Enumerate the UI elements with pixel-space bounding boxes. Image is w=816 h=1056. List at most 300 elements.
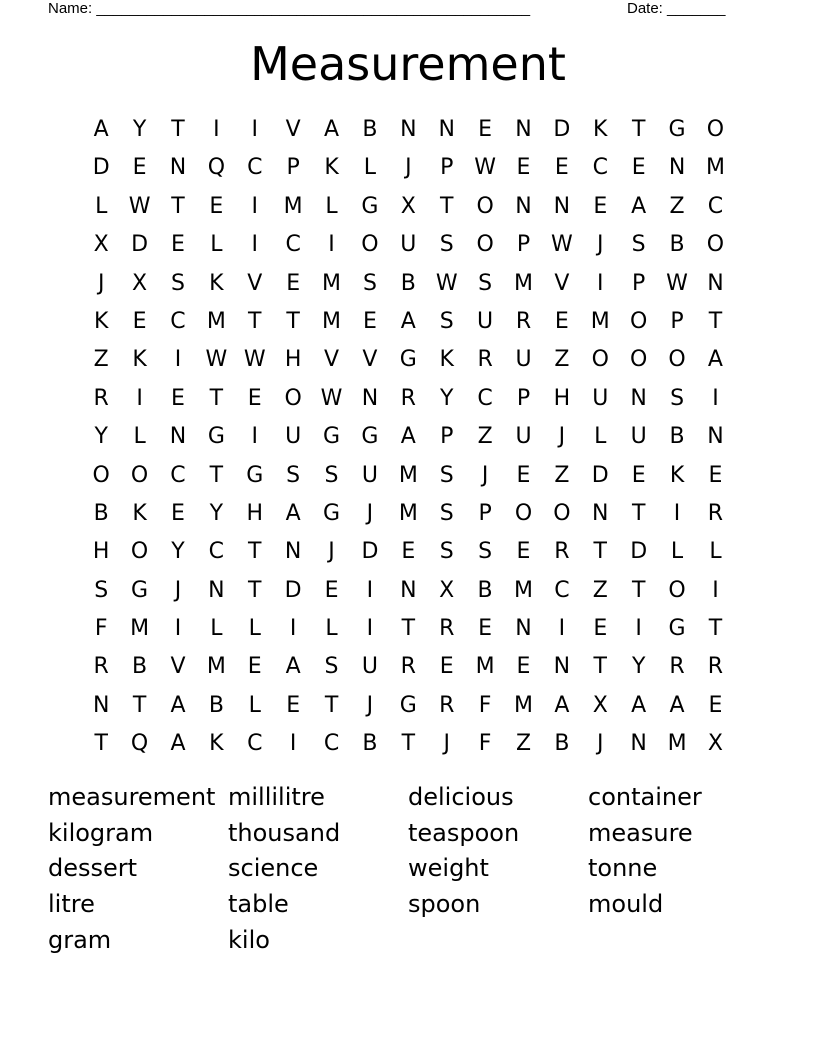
grid-letter[interactable]: E (593, 616, 608, 642)
grid-letter[interactable]: B (554, 731, 570, 757)
grid-letter[interactable]: O (514, 500, 533, 526)
grid-letter[interactable]: N (553, 654, 571, 680)
grid-row (82, 648, 736, 686)
grid-letter[interactable]: K (439, 347, 454, 373)
grid-letter[interactable]: X (132, 270, 148, 296)
grid-letter[interactable]: I (558, 616, 566, 642)
grid-letter[interactable]: L (210, 616, 223, 642)
grid-letter[interactable]: E (286, 270, 301, 296)
grid-letter[interactable]: M (514, 577, 533, 603)
grid-letter[interactable]: N (707, 270, 724, 296)
grid-letter[interactable]: I (251, 117, 258, 142)
grid-letter[interactable]: S (362, 270, 377, 296)
grid-letter[interactable]: C (247, 731, 263, 757)
grid-letter[interactable]: C (170, 308, 186, 334)
grid-letter[interactable]: G (323, 424, 341, 450)
grid-letter[interactable]: O (476, 193, 494, 219)
grid-letter[interactable]: N (438, 117, 455, 142)
grid-letter[interactable]: Z (592, 577, 608, 603)
grid-letter[interactable]: F (478, 692, 492, 718)
grid-letter[interactable]: T (171, 193, 185, 219)
grid-letter[interactable]: T (439, 193, 454, 219)
grid-letter[interactable]: C (285, 232, 301, 258)
grid-letter[interactable]: S (94, 577, 109, 603)
grid-letter[interactable]: X (707, 731, 723, 757)
grid-letter[interactable]: E (516, 462, 531, 488)
grid-letter[interactable]: E (554, 155, 569, 181)
grid-letter[interactable]: C (477, 385, 493, 411)
grid-letter[interactable]: E (554, 308, 569, 334)
grid-letter[interactable]: M (206, 308, 226, 334)
grid-letter[interactable]: M (130, 616, 150, 642)
grid-letter[interactable]: E (286, 692, 301, 718)
grid-letter[interactable]: Y (439, 385, 454, 411)
grid-letter[interactable]: K (593, 117, 608, 142)
grid-letter[interactable]: N (630, 385, 647, 411)
grid-letter[interactable]: M (283, 193, 303, 219)
grid-letter[interactable]: H (246, 500, 264, 526)
grid-letter[interactable]: I (251, 424, 258, 450)
grid-letter[interactable]: S (478, 539, 493, 565)
grid-letter[interactable]: J (558, 424, 566, 450)
grid-letter[interactable]: L (709, 539, 722, 565)
grid-letter[interactable]: E (478, 616, 493, 642)
grid-letter[interactable]: A (631, 692, 647, 718)
grid-letter[interactable]: J (481, 462, 489, 488)
grid-letter[interactable]: E (708, 692, 723, 718)
grid-letter[interactable]: I (289, 731, 297, 757)
grid-letter[interactable]: M (475, 654, 495, 680)
grid-letter[interactable]: T (248, 539, 262, 565)
grid-letter[interactable]: N (284, 539, 302, 565)
grid-letter[interactable]: R (400, 385, 416, 411)
grid-letter[interactable]: W (128, 193, 151, 219)
grid-letter[interactable]: N (92, 692, 110, 718)
grid-letter[interactable]: J (443, 731, 450, 757)
grid-letter[interactable]: S (286, 462, 301, 488)
grid-letter[interactable]: L (210, 232, 223, 258)
grid-letter[interactable]: Z (669, 193, 685, 219)
grid-letter[interactable]: J (405, 155, 412, 181)
grid-letter[interactable]: A (170, 731, 186, 757)
grid-letter[interactable]: F (94, 616, 108, 642)
grid-letter[interactable]: N (208, 577, 225, 603)
grid-letter[interactable]: R (477, 347, 493, 373)
grid-letter[interactable]: G (361, 193, 379, 219)
grid-letter[interactable]: B (477, 577, 493, 603)
grid-letter[interactable]: N (630, 731, 647, 757)
grid-letter[interactable]: M (322, 308, 342, 334)
grid-letter[interactable]: N (592, 500, 609, 526)
grid-letter[interactable]: B (669, 424, 685, 450)
grid-letter[interactable]: E (401, 539, 416, 565)
grid-letter[interactable]: P (478, 500, 492, 526)
grid-letter[interactable]: A (669, 692, 685, 718)
grid-letter[interactable]: L (248, 692, 261, 718)
grid-letter[interactable]: L (594, 424, 607, 450)
grid-letter[interactable]: I (712, 385, 719, 411)
grid-letter[interactable]: R (669, 654, 685, 680)
grid-letter[interactable]: A (631, 193, 647, 219)
grid-letter[interactable]: J (97, 270, 105, 296)
grid-letter[interactable]: O (92, 462, 110, 488)
grid-letter[interactable]: P (440, 155, 454, 181)
grid-letter[interactable]: T (171, 117, 185, 142)
grid-letter[interactable]: A (324, 117, 340, 142)
grid-letter[interactable]: E (708, 462, 723, 488)
grid-letter[interactable]: Z (93, 347, 109, 373)
grid-letter[interactable]: N (515, 117, 532, 142)
grid-letter[interactable]: E (439, 654, 454, 680)
grid-letter[interactable]: E (362, 308, 377, 334)
grid-letter[interactable]: U (592, 385, 609, 411)
grid-letter[interactable]: D (92, 155, 110, 181)
grid-letter[interactable]: A (285, 654, 301, 680)
grid-letter[interactable]: T (593, 654, 607, 680)
grid-letter[interactable]: R (93, 385, 109, 411)
grid-letter[interactable]: T (708, 616, 723, 642)
grid-letter[interactable]: Z (477, 424, 493, 450)
grid-letter[interactable]: K (93, 308, 109, 334)
grid-letter[interactable]: G (399, 347, 417, 373)
grid-letter[interactable]: N (400, 117, 417, 142)
grid-letter[interactable]: N (361, 385, 379, 411)
grid-letter[interactable]: I (251, 232, 258, 258)
grid-letter[interactable]: H (553, 385, 571, 411)
grid-letter[interactable]: I (289, 616, 297, 642)
grid-letter[interactable]: S (439, 308, 454, 334)
grid-letter[interactable]: D (284, 577, 302, 603)
grid-letter[interactable]: I (174, 347, 182, 373)
grid-letter[interactable]: C (592, 155, 608, 181)
grid-letter[interactable]: T (324, 692, 339, 718)
grid-letter[interactable]: F (478, 731, 492, 757)
grid-letter[interactable]: K (209, 270, 224, 296)
grid-letter[interactable]: K (132, 500, 147, 526)
word-list-item: weight (408, 854, 489, 883)
grid-letter[interactable]: U (477, 308, 494, 334)
grid-letter[interactable]: A (554, 692, 570, 718)
grid-letter[interactable]: O (130, 462, 149, 488)
word-list-item: table (228, 890, 289, 919)
grid-row (82, 610, 736, 648)
grid-letter[interactable]: Q (207, 155, 226, 181)
grid-letter[interactable]: M (590, 308, 610, 334)
grid-letter[interactable]: N (515, 616, 532, 642)
grid-letter[interactable]: D (361, 539, 379, 565)
word-list-item: litre (48, 890, 95, 919)
grid-letter[interactable]: U (285, 424, 302, 450)
grid-letter[interactable]: E (631, 155, 646, 181)
grid-letter[interactable]: D (553, 117, 571, 142)
grid-letter[interactable]: O (553, 500, 571, 526)
grid-letter[interactable]: Z (554, 347, 570, 373)
grid-letter[interactable]: C (247, 155, 263, 181)
grid-letter[interactable]: N (668, 155, 686, 181)
date-field[interactable]: Date: _______ (627, 0, 726, 17)
grid-letter[interactable]: W (474, 155, 496, 181)
grid-letter[interactable]: W (551, 232, 573, 258)
grid-letter[interactable]: Y (631, 654, 646, 680)
grid-letter[interactable]: T (209, 462, 224, 488)
grid-letter[interactable]: D (131, 232, 149, 258)
grid-letter[interactable]: T (286, 308, 300, 334)
grid-letter[interactable]: O (668, 347, 686, 373)
grid-letter[interactable]: A (93, 117, 109, 142)
grid-letter[interactable]: U (515, 347, 532, 373)
grid-letter[interactable]: I (712, 577, 719, 603)
grid-letter[interactable]: I (673, 500, 681, 526)
grid-letter[interactable]: L (133, 424, 146, 450)
grid-letter[interactable]: E (593, 193, 608, 219)
grid-letter[interactable]: B (362, 731, 378, 757)
grid-letter[interactable]: I (136, 385, 143, 411)
grid-letter[interactable]: U (630, 424, 647, 450)
grid-letter[interactable]: Y (132, 117, 147, 142)
grid-letter[interactable]: T (631, 117, 646, 142)
grid-letter[interactable]: M (398, 462, 418, 488)
grid-letter[interactable]: W (243, 347, 266, 373)
grid-letter[interactable]: K (132, 347, 147, 373)
grid-letter[interactable]: K (209, 731, 224, 757)
grid-letter[interactable]: S (170, 270, 185, 296)
grid-letter[interactable]: E (516, 155, 531, 181)
grid-letter[interactable]: E (516, 654, 531, 680)
grid-letter[interactable]: A (400, 424, 416, 450)
grid-letter[interactable]: M (206, 654, 226, 680)
grid-letter[interactable]: M (322, 270, 342, 296)
grid-letter[interactable]: B (208, 692, 224, 718)
grid-letter[interactable]: S (324, 654, 339, 680)
word-list-item: container (588, 783, 702, 811)
grid-letter[interactable]: N (515, 193, 532, 219)
grid-letter[interactable]: Y (171, 539, 185, 565)
grid-letter[interactable]: I (366, 577, 374, 603)
grid-letter[interactable]: R (439, 692, 455, 718)
grid-letter[interactable]: R (554, 539, 570, 565)
grid-letter[interactable]: E (478, 117, 493, 142)
grid-letter[interactable]: B (400, 270, 416, 296)
grid-letter[interactable]: U (361, 462, 378, 488)
grid-letter[interactable]: J (174, 577, 182, 603)
grid-letter[interactable]: K (324, 155, 339, 181)
grid-letter[interactable]: E (209, 193, 224, 219)
grid-letter[interactable]: Z (515, 731, 532, 757)
grid-letter[interactable]: C (170, 462, 186, 488)
grid-letter[interactable]: E (247, 385, 262, 411)
grid-letter[interactable]: I (635, 616, 642, 642)
grid-letter[interactable]: L (325, 616, 338, 642)
grid-letter[interactable]: G (361, 424, 379, 450)
grid-letter[interactable]: S (439, 500, 454, 526)
grid-letter[interactable]: J (597, 731, 604, 757)
grid-letter[interactable]: G (668, 616, 686, 642)
grid-letter[interactable]: B (132, 654, 148, 680)
grid-letter[interactable]: G (207, 424, 225, 450)
name-field[interactable]: Name: ____________________________________________________ (48, 0, 531, 17)
grid-letter[interactable]: B (93, 500, 109, 526)
grid-letter[interactable]: M (398, 500, 418, 526)
grid-letter[interactable]: V (554, 270, 570, 296)
grid-letter[interactable]: X (439, 577, 455, 603)
grid-letter[interactable]: N (400, 577, 417, 603)
grid-letter[interactable]: W (205, 347, 228, 373)
grid-letter[interactable]: T (631, 500, 646, 526)
grid-letter[interactable]: I (366, 616, 374, 642)
grid-letter[interactable]: O (630, 308, 648, 334)
grid-letter[interactable]: T (209, 385, 224, 411)
grid-letter[interactable]: J (366, 692, 374, 718)
grid-letter[interactable]: E (132, 155, 147, 181)
grid-letter[interactable]: O (361, 232, 379, 258)
grid-letter[interactable]: L (248, 616, 261, 642)
grid-letter[interactable]: Z (554, 462, 570, 488)
grid-letter[interactable]: P (670, 308, 684, 334)
grid-letter[interactable]: T (132, 692, 147, 718)
grid-letter[interactable]: J (328, 539, 335, 565)
grid-letter[interactable]: Y (94, 424, 108, 450)
grid-letter[interactable]: L (363, 155, 377, 181)
grid-letter[interactable]: E (132, 308, 147, 334)
grid-letter[interactable]: V (324, 347, 340, 373)
grid-letter[interactable]: R (707, 654, 724, 680)
grid-letter[interactable]: R (515, 308, 532, 334)
grid-letter[interactable]: O (706, 232, 725, 258)
grid-letter[interactable]: R (93, 654, 109, 680)
grid-letter[interactable]: R (400, 654, 416, 680)
grid-letter[interactable]: G (668, 117, 686, 142)
grid-letter[interactable]: C (707, 193, 724, 219)
grid-letter[interactable]: G (246, 462, 264, 488)
grid-letter[interactable]: M (514, 692, 533, 718)
grid-letter[interactable]: G (323, 500, 341, 526)
grid-letter[interactable]: R (707, 500, 724, 526)
grid-letter[interactable]: D (630, 539, 648, 565)
grid-letter[interactable]: T (708, 308, 723, 334)
grid-letter[interactable]: I (597, 270, 604, 296)
grid-letter[interactable]: S (631, 232, 646, 258)
grid-letter[interactable]: T (248, 308, 262, 334)
grid-letter[interactable]: G (399, 692, 417, 718)
grid-letter[interactable]: O (630, 347, 648, 373)
grid-letter[interactable]: R (439, 616, 455, 642)
grid-letter[interactable]: T (248, 577, 262, 603)
grid-letter[interactable]: X (93, 232, 109, 258)
grid-letter[interactable]: P (516, 385, 531, 411)
grid-letter[interactable]: B (669, 232, 685, 258)
grid-letter[interactable]: E (631, 462, 646, 488)
grid-letter[interactable]: P (286, 155, 300, 181)
grid-letter[interactable]: C (323, 731, 340, 757)
grid-letter[interactable]: V (170, 654, 186, 680)
grid-letter[interactable]: E (516, 539, 531, 565)
grid-letter[interactable]: H (284, 347, 302, 373)
grid-letter[interactable]: C (208, 539, 225, 565)
grid-letter[interactable]: E (171, 500, 185, 526)
grid-letter[interactable]: P (632, 270, 646, 296)
grid-letter[interactable]: E (324, 577, 339, 603)
grid-letter[interactable]: S (439, 462, 454, 488)
grid-letter[interactable]: B (362, 117, 378, 142)
grid-letter[interactable]: V (362, 347, 378, 373)
grid-letter[interactable]: O (668, 577, 686, 603)
grid-letter[interactable]: N (169, 424, 187, 450)
grid-letter[interactable]: S (324, 462, 339, 488)
grid-letter[interactable]: O (706, 117, 725, 142)
grid-letter[interactable]: I (328, 232, 335, 258)
grid-row (82, 380, 736, 418)
grid-letter[interactable]: A (170, 692, 186, 718)
grid-letter[interactable]: U (515, 424, 532, 450)
grid-letter[interactable]: A (707, 347, 723, 373)
grid-letter[interactable]: T (593, 539, 607, 565)
grid-letter[interactable]: P (516, 232, 531, 258)
grid-letter[interactable]: M (514, 270, 533, 296)
grid-letter[interactable]: T (401, 616, 416, 642)
grid-letter[interactable]: U (400, 232, 417, 258)
grid-letter[interactable]: N (553, 193, 571, 219)
grid-letter[interactable]: T (631, 577, 646, 603)
grid-letter[interactable]: M (705, 155, 725, 181)
grid-letter[interactable]: X (400, 193, 416, 219)
grid-letter[interactable]: U (361, 654, 378, 680)
grid-letter[interactable]: O (476, 232, 494, 258)
grid-letter[interactable]: L (95, 193, 108, 219)
grid-letter[interactable]: O (130, 539, 149, 565)
grid-letter[interactable]: M (667, 731, 687, 757)
grid-letter[interactable]: J (597, 232, 604, 258)
grid-letter[interactable]: S (670, 385, 685, 411)
grid-letter[interactable]: A (285, 500, 301, 526)
grid-letter[interactable]: T (401, 731, 416, 757)
grid-letter[interactable]: W (320, 385, 343, 411)
grid-letter[interactable]: V (247, 270, 263, 296)
grid-letter[interactable]: H (92, 539, 110, 565)
grid-row (82, 457, 736, 495)
grid-letter[interactable]: D (591, 462, 609, 488)
grid-letter[interactable]: O (284, 385, 302, 411)
grid-letter[interactable]: I (251, 193, 258, 219)
grid-letter[interactable]: S (439, 539, 454, 565)
grid-row (82, 226, 736, 264)
grid-letter[interactable]: E (171, 232, 185, 258)
grid-letter[interactable]: K (669, 462, 685, 488)
grid-letter[interactable]: E (247, 654, 262, 680)
grid-letter[interactable]: T (94, 731, 108, 757)
grid-letter[interactable]: C (554, 577, 570, 603)
grid-letter[interactable]: L (325, 193, 338, 219)
grid-letter[interactable]: I (213, 117, 220, 142)
grid-letter[interactable]: V (285, 117, 301, 142)
grid-letter[interactable]: A (400, 308, 416, 334)
grid-letter[interactable]: N (707, 424, 724, 450)
grid-letter[interactable]: O (591, 347, 609, 373)
grid-letter[interactable]: S (439, 232, 454, 258)
grid-letter[interactable]: P (440, 424, 454, 450)
grid-letter[interactable]: Y (209, 500, 224, 526)
grid-letter[interactable]: E (171, 385, 185, 411)
grid-letter[interactable]: W (435, 270, 458, 296)
grid-letter[interactable]: X (592, 692, 608, 718)
grid-letter[interactable]: S (478, 270, 493, 296)
grid-letter[interactable]: Q (130, 731, 149, 757)
grid-letter[interactable]: J (366, 500, 374, 526)
grid-letter[interactable]: L (670, 539, 684, 565)
grid-letter[interactable]: N (169, 155, 187, 181)
grid-letter[interactable]: I (174, 616, 182, 642)
grid-letter[interactable]: G (131, 577, 149, 603)
grid-letter[interactable]: W (666, 270, 688, 296)
